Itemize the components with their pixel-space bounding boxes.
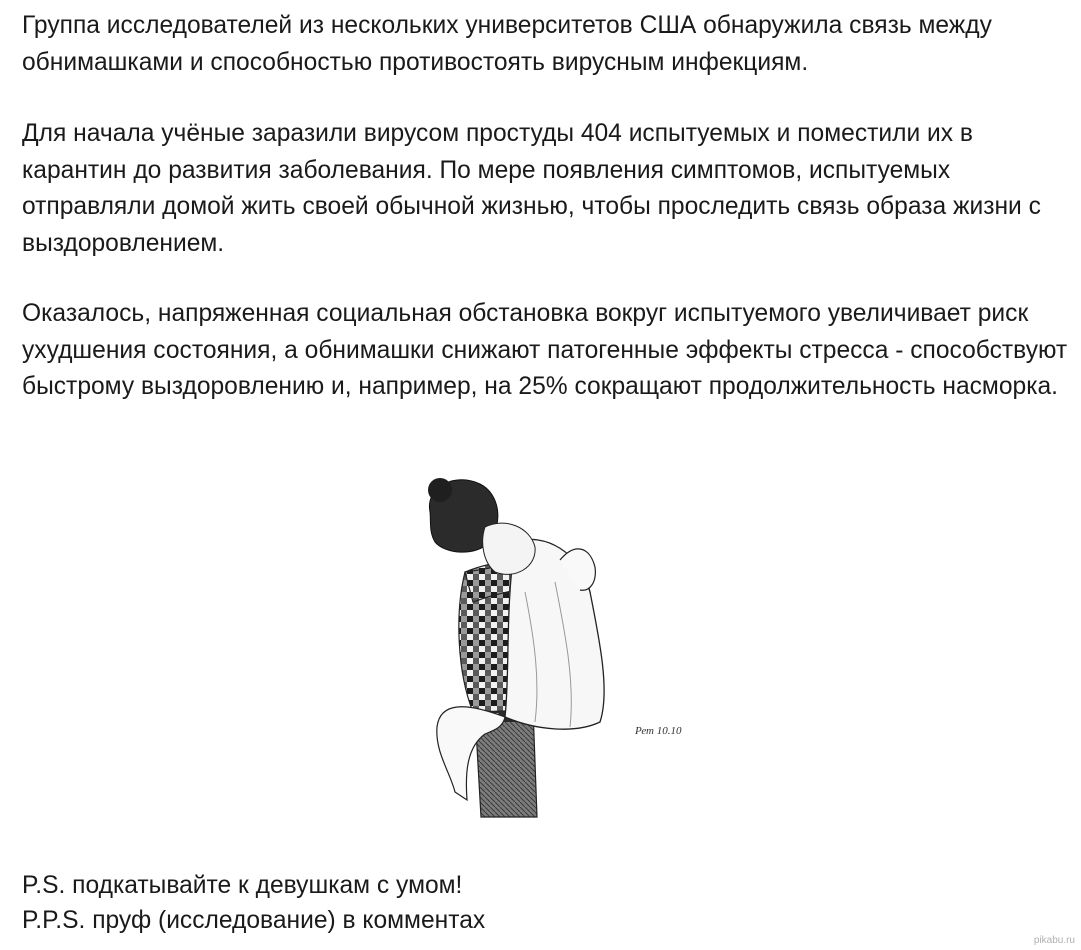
hugging-couple-illustration	[395, 472, 735, 827]
postscript-line: P.S. подкатывайте к девушкам с умом!	[22, 872, 463, 899]
site-watermark: pikabu.ru	[1033, 935, 1075, 946]
artist-signature: Рет 10.10	[635, 725, 682, 737]
paragraph-result: Оказалось, напряженная социальная обстановка вокруг испытуемого увеличивает риск ухудшения состояния, а обнимашки снижают патогенные эффекты стресса - способствуют быстрому выздоровлению и, например, на 25% сокращают продолжительность насморка.	[22, 300, 1068, 400]
paragraph-experiment: Для начала учёные заразили вирусом простуды 404 испытуемых и поместили их в карантин до развития заболевания. По мере появления симптомов, испытуемых отправляли домой жить своей обычной жизнью, чтобы проследить связь образа жизни с выздоровлением.	[22, 120, 1041, 257]
post-postscript-line: P.P.S. пруф (исследование) в комментах	[22, 907, 486, 934]
paragraph-intro: Группа исследователей из нескольких университетов США обнаружила связь между обнимашками и способностью противостоять вирусным инфекциям.	[22, 12, 992, 76]
